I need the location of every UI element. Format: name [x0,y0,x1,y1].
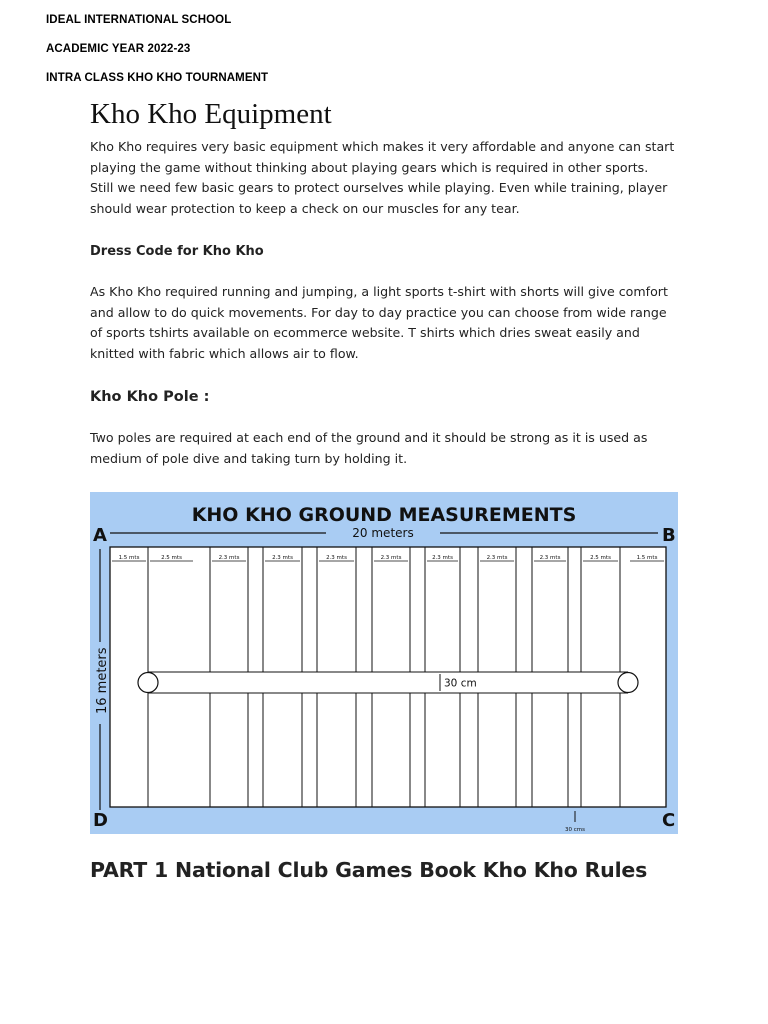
lane-width-label: 30 cm [444,677,477,690]
dress-code-paragraph [90,282,680,364]
pole-line: Two poles are required at each end of the ground and it should be strong as it is used as [90,430,648,445]
dress-line: knitted with fabric which allows air to flow. [90,345,359,361]
bottom-label: 30 cms [565,827,585,833]
segment-label: 2.3 mts [326,555,347,561]
corner-d: D [93,810,108,831]
intro-line: Kho Kho requires very basic equipment which makes it very affordable and anyone can start [90,139,675,154]
segment-label: 2.5 mts [590,555,611,561]
page-title: Kho Kho Equipment [90,98,332,130]
ground-diagram-svg [90,492,678,834]
corner-a: A [93,525,107,546]
segment-label: 1.5 mts [636,555,658,561]
intro-line: playing the game without thinking about playing gears which is required in other sports. [90,159,649,175]
dress-line: of sports tshirts available on ecommerce website. T shirts which dries sweat easily and [90,325,640,340]
segment-label: 1.5 mts [118,555,140,561]
field-boundary [110,547,666,807]
intro-line: Still we need few basic gears to protect ourselves while playing. Even while training, player [90,180,668,195]
height-label: 16 meters [95,647,110,714]
dress-line: As Kho Kho required running and jumping, a light sports t-shirt with shorts will give comfort [90,284,668,299]
intro-line: should wear protection to keep a check on our muscles for any tear. [90,200,520,216]
segment-label: 2.3 mts [218,555,240,561]
segment-label: 2.3 mts [272,555,293,561]
pole-paragraph [90,428,680,469]
pole-heading: Kho Kho Pole : [90,389,210,405]
diagram-title: KHO KHO GROUND MEASUREMENTS [191,504,577,526]
school-name: IDEAL INTERNATIONAL SCHOOL [46,14,232,26]
width-label: 20 meters [352,526,414,540]
segment-label: 2.5 mts [161,555,182,561]
segment-label: 2.3 mts [486,555,508,561]
part-heading: PART 1 National Club Games Book Kho Kho Rules [90,858,648,882]
dress-code-heading: Dress Code for Kho Kho [90,244,264,259]
segment-label: 2.3 mts [539,555,561,561]
pole-left [138,673,158,693]
segment-label: 2.3 mts [380,555,402,561]
tournament-name: INTRA CLASS KHO KHO TOURNAMENT [46,72,269,84]
academic-year: ACADEMIC YEAR 2022-23 [46,43,191,55]
pole-line: medium of pole dive and taking turn by holding it. [90,450,408,466]
dress-line: and allow to do quick movements. For day to day practice you can choose from wide range [90,304,667,320]
segment-label: 2.3 mts [432,555,453,561]
intro-paragraph [90,137,680,219]
ground-measurements-diagram [90,492,678,834]
pole-right [618,673,638,693]
corner-c: C [662,810,676,831]
corner-b: B [662,525,676,546]
